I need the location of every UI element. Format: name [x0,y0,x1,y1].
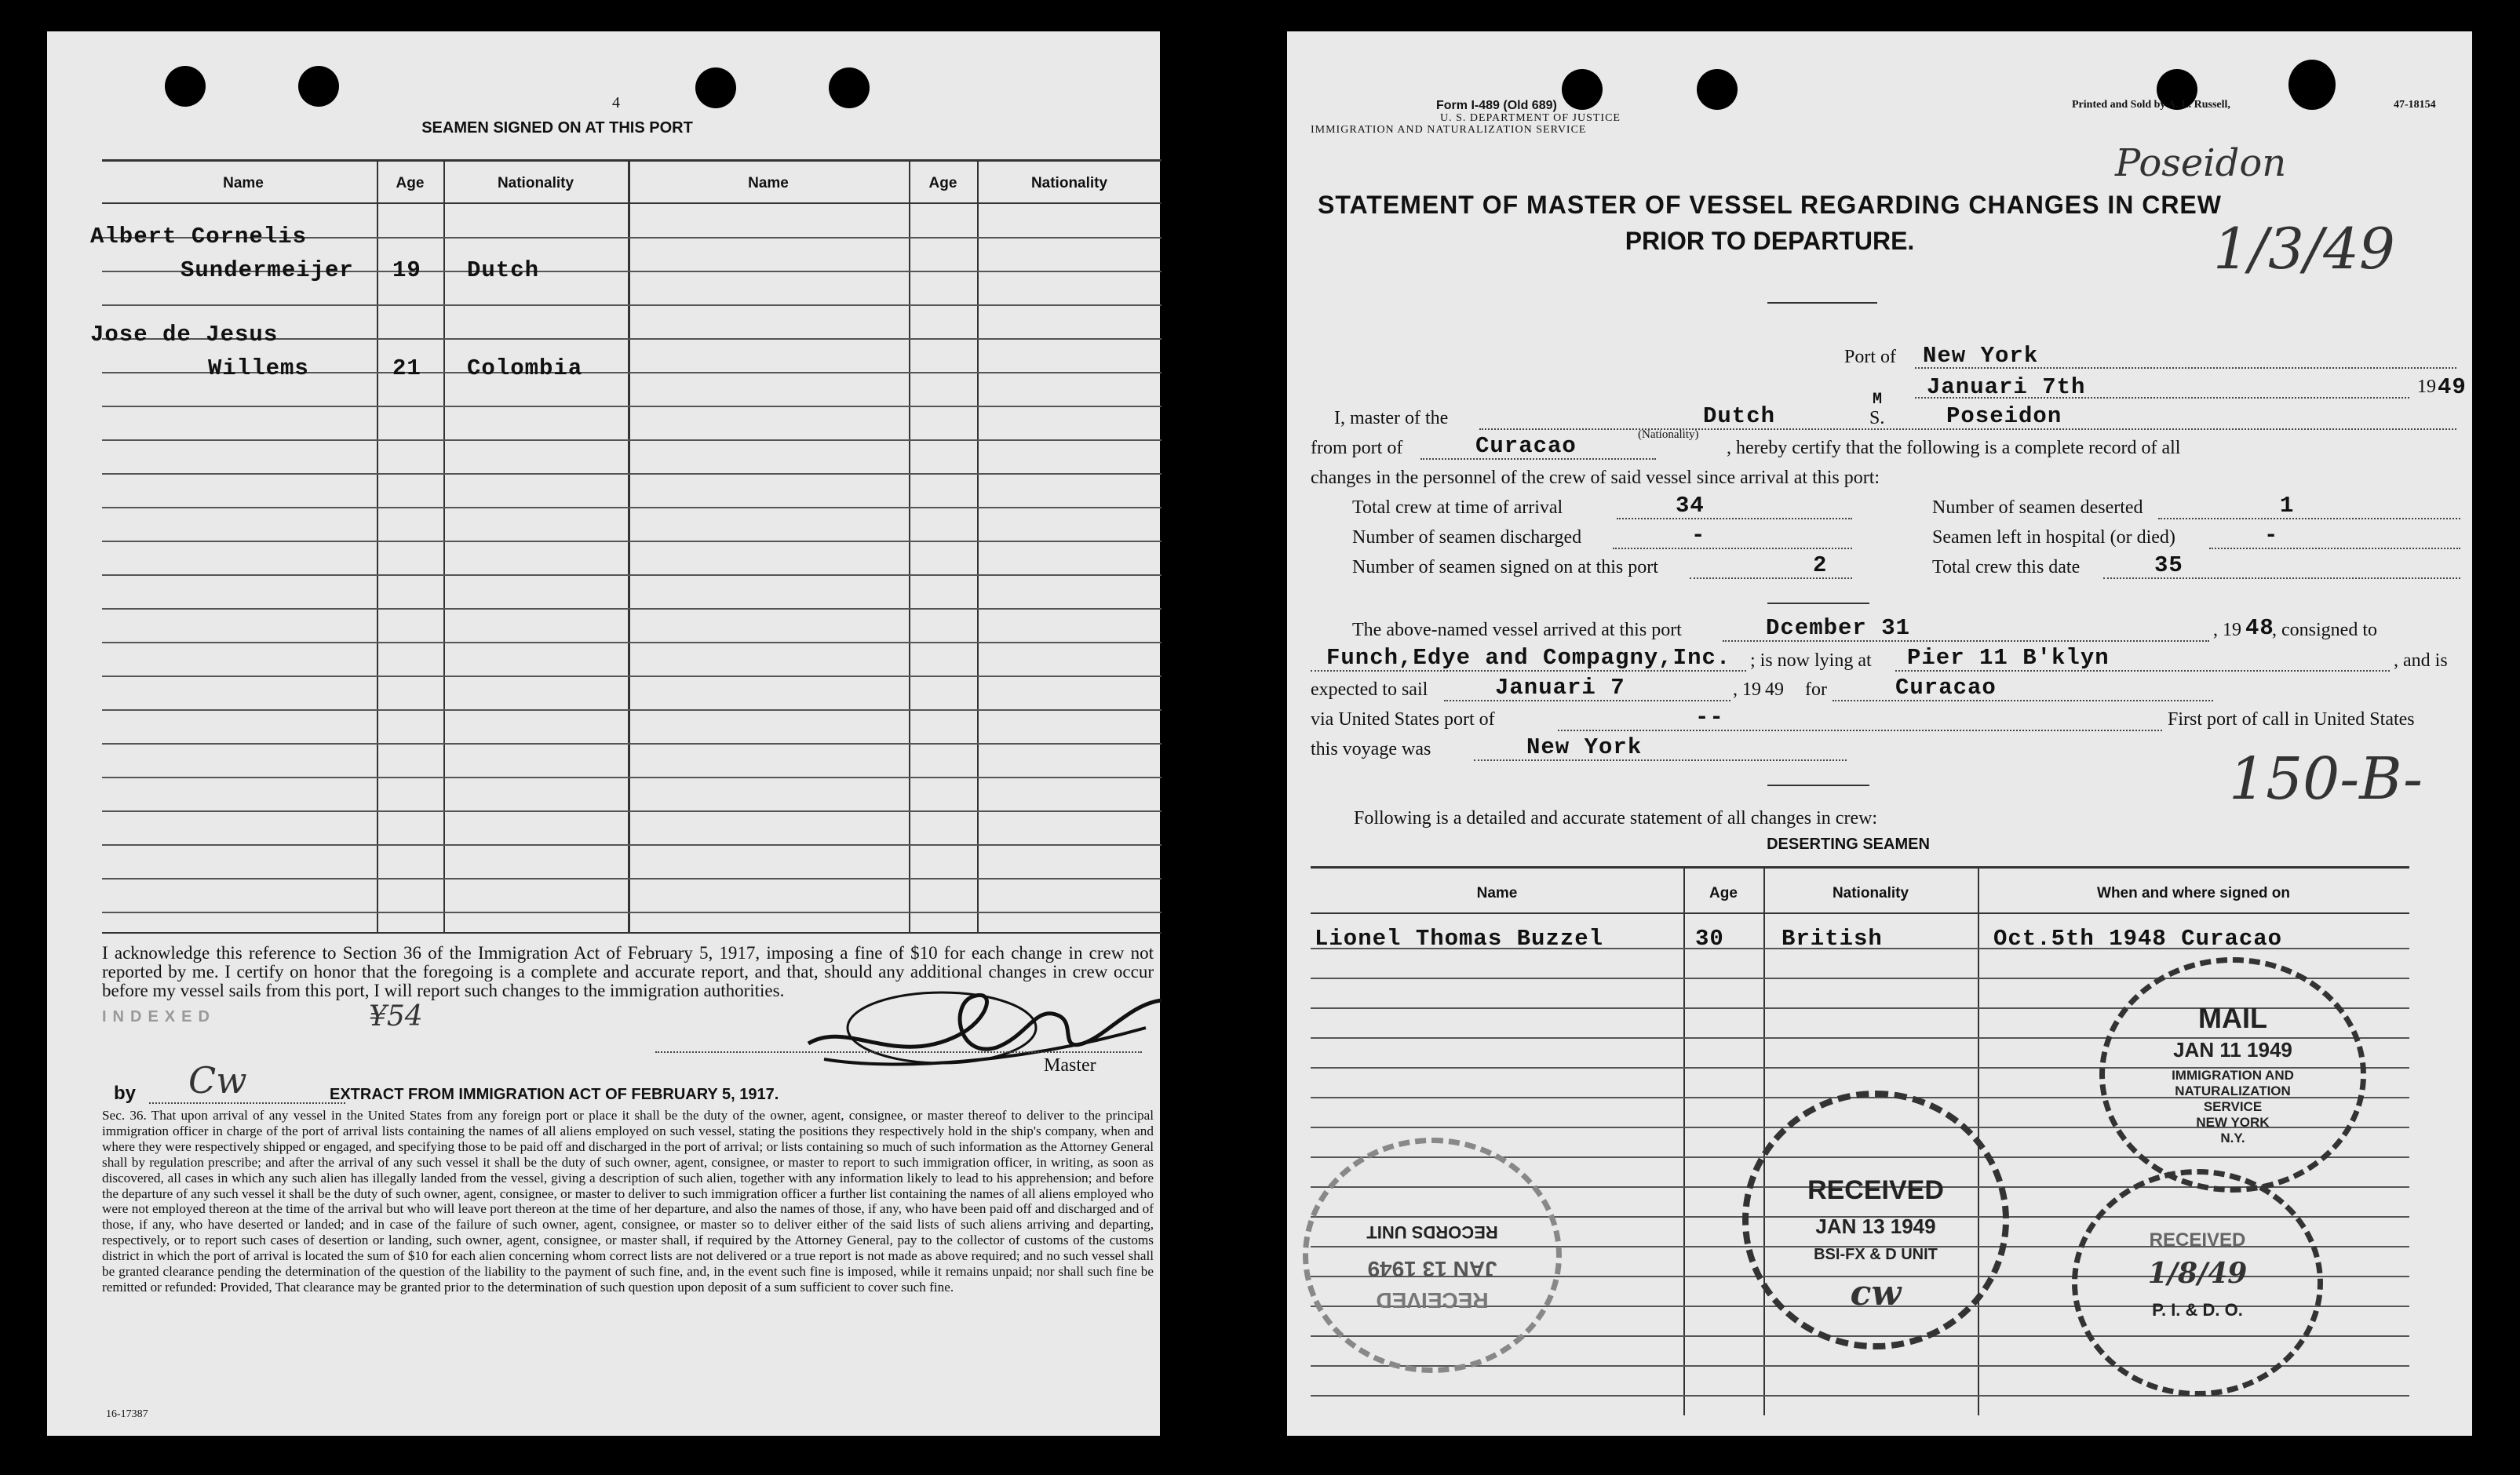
punch-hole [1697,69,1738,110]
stat-label: Total crew at time of arrival [1352,497,1563,518]
ruled-line [102,743,1162,745]
consignee: Funch,Edye and Compagny,Inc. [1326,645,1731,671]
via-port: -- [1695,705,1724,730]
ruled-line [102,642,1162,643]
punch-hole [298,66,339,107]
vessel-type-s: S. [1869,408,1885,428]
col-nationality: Nationality [1832,885,1909,901]
certify-text-2: changes in the personnel of the crew of said vessel since arrival at this port: [1311,468,1880,488]
deserter-name: Lionel Thomas Buzzel [1315,926,1604,952]
handwritten-mark: ¥54 [369,1000,423,1032]
seaman-age: 21 [392,355,421,381]
ruled-line [102,439,1162,441]
handwritten-date: 1/3/49 [2213,216,2395,282]
printed-by: Printed and Sold by A. L. Russell, [2072,99,2230,111]
stat-label: Number of seamen signed on at this port [1352,557,1658,577]
master-signature [800,973,1169,1075]
certify-text: , hereby certify that the following is a complete record of all [1727,438,2181,458]
voyage-port: New York [1526,734,1643,760]
vessel-type-m: M [1873,391,1884,409]
deserter-age: 30 [1695,926,1724,952]
ruled-line [102,541,1162,542]
from-port-value: Curacao [1475,433,1577,459]
arrived-date: Dcember 31 [1766,615,1911,641]
expected-label: expected to sail [1311,679,1428,700]
ruled-line [102,473,1162,475]
master-label: Master [1044,1055,1096,1076]
section-title: SEAMEN SIGNED ON AT THIS PORT [421,119,693,137]
vessel-name: Poseidon [1946,403,2062,429]
for-label: for [1805,679,1827,700]
stat-label: Seamen left in hospital (or died) [1932,527,2175,548]
col-signed-on: When and where signed on [2097,885,2290,901]
ruled-line [102,507,1162,508]
stat-value: 35 [2154,552,2183,578]
arrived-year: 48 [2245,615,2274,641]
deserting-title: DESERTING SEAMEN [1767,836,1930,853]
stat-value: - [2264,523,2279,548]
ruled-line [102,574,1162,576]
seaman-name-line1: Albert Cornelis [90,224,308,249]
sail-year-prefix: , 19 [1733,679,1761,700]
mail-stamp: MAIL JAN 11 1949 IMMIGRATION AND NATURALIZATION SERVICE NEW YORK N.Y. [2099,957,2366,1193]
year-prefix: 19 [2417,377,2436,397]
arrived-label: The above-named vessel arrived at this port [1352,620,1682,640]
stat-label: Number of seamen discharged [1352,527,1582,548]
port-label: Port of [1844,347,1896,367]
seaman-age: 19 [392,257,421,283]
stat-value: 2 [1813,552,1828,578]
date-value: Januari 7th [1927,374,2086,400]
service: IMMIGRATION AND NATURALIZATION SERVICE [1311,124,1587,136]
seaman-nationality: Dutch [467,257,540,283]
col-nationality-2: Nationality [1030,175,1108,191]
stat-label: Number of seamen deserted [1932,497,2143,518]
indexed-stamp: INDEXED [102,1008,216,1025]
sail-year: 49 [1765,679,1784,700]
following-text: Following is a detailed and accurate statement of all changes in crew: [1354,808,1878,829]
pd-stamp: RECEIVED 1/8/49 P. I. & D. O. [2072,1169,2323,1397]
handwritten-code: 150-B- [2229,745,2423,813]
form-code: 16-17387 [106,1408,148,1420]
deserter-signed-on: Oct.5th 1948 Curacao [1993,926,2283,952]
col-name: Name [1476,885,1518,901]
seaman-nationality: Colombia [467,355,583,381]
col-age-2: Age [928,175,957,191]
year-value: 49 [2438,374,2467,400]
seaman-name-line2: Sundermeijer [181,257,354,283]
ruled-line [102,304,1162,306]
ruled-line [102,878,1162,880]
ruled-line [102,676,1162,677]
master-of-label: I, master of the [1334,408,1449,428]
col-age: Age [1709,885,1738,901]
printed-code: 47-18154 [2394,99,2436,111]
col-name-2: Name [748,175,789,191]
form-number: Form I-489 (Old 689) [1436,99,1557,112]
sail-to: Curacao [1895,675,1997,701]
document-title-2: PRIOR TO DEPARTURE. [1625,227,1915,255]
by-label: by [114,1083,137,1104]
first-port-label: First port of call in United States [2168,709,2415,730]
vessel-nationality: Dutch [1703,403,1776,429]
by-signature: Cw [188,1059,247,1102]
department: U. S. DEPARTMENT OF JUSTICE [1440,112,1621,124]
lying-at: Pier 11 B'klyn [1907,645,2110,671]
ruled-line [102,709,1162,711]
records-stamp: RECEIVED JAN 13 1949 RECORDS UNIT [1303,1138,1562,1373]
nationality-caption: (Nationality) [1638,428,1699,441]
page-number: 4 [612,94,620,111]
col-name: Name [223,175,264,191]
ruled-line [102,777,1162,778]
lying-label: ; is now lying at [1750,650,1872,671]
stat-label: Total crew this date [1932,557,2081,577]
col-age: Age [396,175,425,191]
seaman-name-line1: Jose de Jesus [90,322,279,348]
consigned-label: , consigned to [2272,620,2377,640]
punch-hole [165,66,206,107]
ruled-line [1311,1395,2409,1397]
voyage-label: this voyage was [1311,739,1431,759]
punch-hole [829,67,870,108]
sail-date: Januari 7 [1495,675,1625,701]
stat-value: 1 [2280,493,2295,519]
deserter-nationality: British [1782,926,1883,952]
ruled-line [102,810,1162,812]
punch-hole [1562,69,1603,110]
from-port-label: from port of [1311,438,1403,458]
right-page [1287,31,2472,1436]
punch-hole [695,67,736,108]
stat-value: - [1691,523,1706,548]
via-label: via United States port of [1311,709,1495,730]
punch-hole [2288,60,2336,110]
ruled-line [102,912,1162,913]
document-title-1: STATEMENT OF MASTER OF VESSEL REGARDING CHANGES IN CREW [1318,191,2222,219]
ruled-line [102,844,1162,846]
left-page [47,31,1160,1436]
port-value: New York [1923,343,2039,369]
ruled-line [102,608,1162,610]
acknowledgement-text: I acknowledge this reference to Section 36 of the Immigration Act of February 5, 1917, imposing a fine of $10 for each change in crew not reported by me. I certify on honor that the foregoing is a complete and accurate report, and that, should any additional changes in crew occur before my vessel sails from this port, I will report such changes to the immigration authorities. [102,943,1154,1000]
handwritten-vessel: Poseidon [2115,141,2287,185]
arrived-year-prefix: , 19 [2213,620,2241,640]
extract-text: Sec. 36. That upon arrival of any vessel in the United States from any foreign port or place it shall be the duty of the owner, agent, consignee, or master thereof to deliver to the principal immigration officer in charge of the port of arrival lists containing the names of all aliens employed on such vessel, stating the positions they respectively hold in the ship's company, when and where they were respectively shipped or engaged, and specifying those to be paid off and discharged in the port of arrival; or lists containing so much of such information as the Attorney General shall by regulation prescribe; and after the arrival of any such vessel it shall be the duty of such owner, agent, consignee, or master to report to such immigration officer, in writing, as soon as discovered, all cases in which any such alien has illegally landed from the vessel, giving a description of such alien, together with any information likely to lead to his apprehension; and before the departure of any such vessel it shall be the duty of such owner, agent, consignee, or master to deliver to such immigration officer a further list containing the names of all aliens employed who were not employed thereon at the time of the arrival but who will leave port thereon at the time of her departure, and also the names of those, if any, who have been paid off and discharged and of those, if any, who have deserted or landed; and in case of the failure of such owner, agent, consignee, or master so to deliver either of the said lists of such aliens arriving and departing, respectively, or to report such cases of desertion or landing, such owner, agent, consignee, or master shall, if required by the Attorney General, pay to the collector of customs of the customs district in which the port of arrival is located the sum of $10 for each alien concerning whom correct lists are not delivered or a true report is not made as above required; and no such vessel shall be granted clearance pending the determination of the question of the liability to the payment of such fine, and, in the event such fine is imposed, while it remains unpaid; nor shall such fine be remitted or refunded: Provided, That clearance may be granted prior to the determination of such question upon deposit of a sum sufficient to cover such fine. [102,1108,1154,1295]
col-nationality: Nationality [497,175,574,191]
seaman-name-line2: Willems [208,355,309,381]
received-stamp: RECEIVED JAN 13 1949 BSI-FX & D UNIT cw [1742,1091,2009,1349]
ruled-line [102,406,1162,407]
stat-value: 34 [1676,493,1705,519]
extract-title: EXTRACT FROM IMMIGRATION ACT OF FEBRUARY 5, 1917. [330,1086,779,1103]
and-is-label: , and is [2394,650,2448,671]
